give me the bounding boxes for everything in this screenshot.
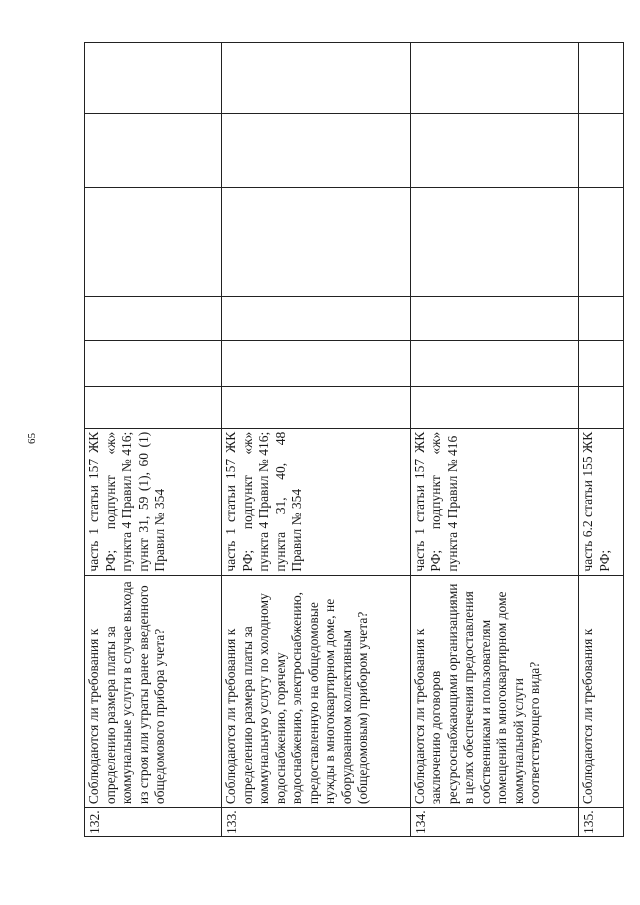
legal-basis-cell: часть 1 статьи 157 ЖК РФ; подпункт «ж» пункта 4 Правил № 416 [410, 428, 578, 575]
table-row [579, 43, 624, 837]
empty-cell [85, 340, 222, 386]
question-cell: Соблюдаются ли требования к определению размера платы за коммунальную услугу по холодному водоснабжению, горячему водоснабжению, электроснабжению, предоставленную на общедомовые нужды в многоквартирном доме, не оборудованном коллективным (общедомовым) прибором учета? [222, 575, 411, 808]
inspection-table [84, 42, 624, 837]
question-cell: Соблюдаются ли требования к определению размера платы за коммунальные услуги в случае выхода из строя или утраты ранее введенного общедомового прибора учета? [85, 575, 222, 808]
empty-cell [579, 187, 624, 296]
empty-cell [222, 340, 411, 386]
empty-cell [579, 297, 624, 341]
empty-cell [410, 386, 578, 428]
empty-cell [410, 187, 578, 296]
empty-cell [579, 113, 624, 187]
empty-cell [85, 297, 222, 341]
row-number: 133. [222, 808, 411, 837]
empty-cell [410, 340, 578, 386]
empty-cell [410, 113, 578, 187]
empty-cell [222, 187, 411, 296]
empty-cell [222, 386, 411, 428]
row-number: 135. [579, 808, 624, 837]
empty-cell [85, 386, 222, 428]
legal-basis-cell: часть 1 статьи 157 ЖК РФ; подпункт «ж» пункта 4 Правил № 416; пункт 31, 59 (1), 60 (1) Правил № 354 [85, 428, 222, 575]
empty-cell [579, 386, 624, 428]
table-row [410, 43, 578, 837]
legal-basis-cell: часть 6.2 статьи 155 ЖК РФ; [579, 428, 624, 575]
empty-cell [410, 297, 578, 341]
checklist-table [84, 42, 624, 837]
row-number: 132. [85, 808, 222, 837]
table-row [222, 43, 411, 837]
question-cell: Соблюдаются ли требования к [579, 575, 624, 808]
page-number: 65 [26, 433, 38, 444]
empty-cell [85, 43, 222, 114]
table-row [85, 43, 222, 837]
empty-cell [222, 297, 411, 341]
empty-cell [222, 113, 411, 187]
row-number: 134. [410, 808, 578, 837]
empty-cell [410, 43, 578, 114]
legal-basis-cell: часть 1 статьи 157 ЖК РФ; подпункт «ж» пункта 4 Правил № 416; пункта 31, 40, 48 Правил № 354 [222, 428, 411, 575]
question-cell: Соблюдаются ли требования к заключению договоров ресурсоснабжающими организациями в целях обеспечения предоставления собственникам и пользователям помещений в многоквартирном доме коммунальной услуги соответствующего вида? [410, 575, 578, 808]
empty-cell [579, 43, 624, 114]
empty-cell [222, 43, 411, 114]
empty-cell [85, 113, 222, 187]
empty-cell [85, 187, 222, 296]
empty-cell [579, 340, 624, 386]
